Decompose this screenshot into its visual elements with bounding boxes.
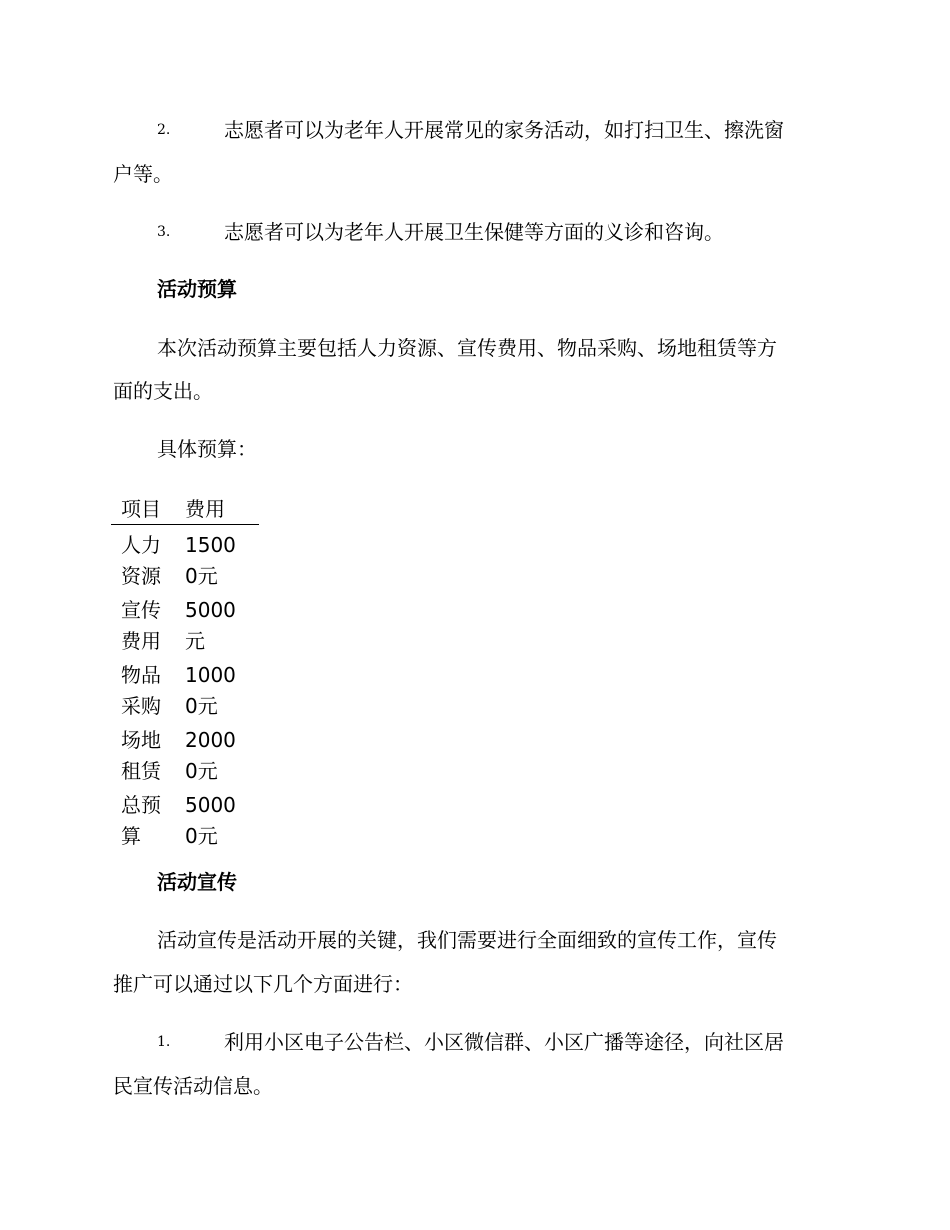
- list-item-text: 志愿者可以为老年人开展卫生保健等方面的义诊和咨询。: [224, 220, 724, 244]
- budget-paragraph-line2: 面的支出。: [113, 379, 213, 403]
- list-number: 1.: [157, 1034, 171, 1050]
- list-item-text: 利用小区电子公告栏、小区微信群、小区广播等途径，向社区居: [224, 1030, 784, 1054]
- table-row: [111, 595, 259, 660]
- budget-table: [111, 494, 259, 855]
- table-cell-cost: 15000元: [185, 533, 236, 588]
- table-row: [111, 790, 259, 855]
- table-cell-item: 物品采购: [121, 663, 161, 718]
- table-cell-cost: 20000元: [185, 728, 236, 783]
- table-cell-cost: 10000元: [185, 663, 236, 718]
- section-heading-promotion: 活动宣传: [157, 870, 237, 894]
- table-cell-item: 总预算: [121, 793, 161, 848]
- section-heading-budget: 活动预算: [157, 277, 237, 301]
- table-cell-item: 宣传费用: [121, 598, 161, 653]
- table-cell-item: 人力资源: [121, 533, 161, 588]
- table-row: [111, 725, 259, 790]
- table-row: [111, 660, 259, 725]
- budget-table-wrapper: [111, 494, 259, 855]
- list-item-text: 志愿者可以为老年人开展常见的家务活动，如打扫卫生、擦洗窗: [224, 118, 784, 142]
- table-cell-cost: 50000元: [185, 793, 236, 848]
- promo-paragraph-line1: 活动宣传是活动开展的关键，我们需要进行全面细致的宣传工作，宣传: [157, 928, 777, 952]
- budget-detail-label: 具体预算：: [157, 437, 257, 461]
- table-header-item: 项目: [111, 494, 177, 525]
- list-item-text-cont: 户等。: [113, 162, 173, 186]
- promo-paragraph-line2: 推广可以通过以下几个方面进行：: [113, 972, 413, 996]
- budget-paragraph-line1: 本次活动预算主要包括人力资源、宣传费用、物品采购、场地租赁等方: [157, 336, 777, 360]
- table-cell-cost: 5000元: [185, 598, 236, 653]
- table-cell-item: 场地租赁: [121, 728, 161, 783]
- list-number: 2.: [157, 122, 171, 138]
- table-header-row: [111, 494, 259, 525]
- list-number: 3.: [157, 224, 171, 240]
- table-header-cost: 费用: [177, 494, 259, 525]
- list-item-text-cont: 民宣传活动信息。: [113, 1074, 273, 1098]
- table-row: [111, 525, 259, 596]
